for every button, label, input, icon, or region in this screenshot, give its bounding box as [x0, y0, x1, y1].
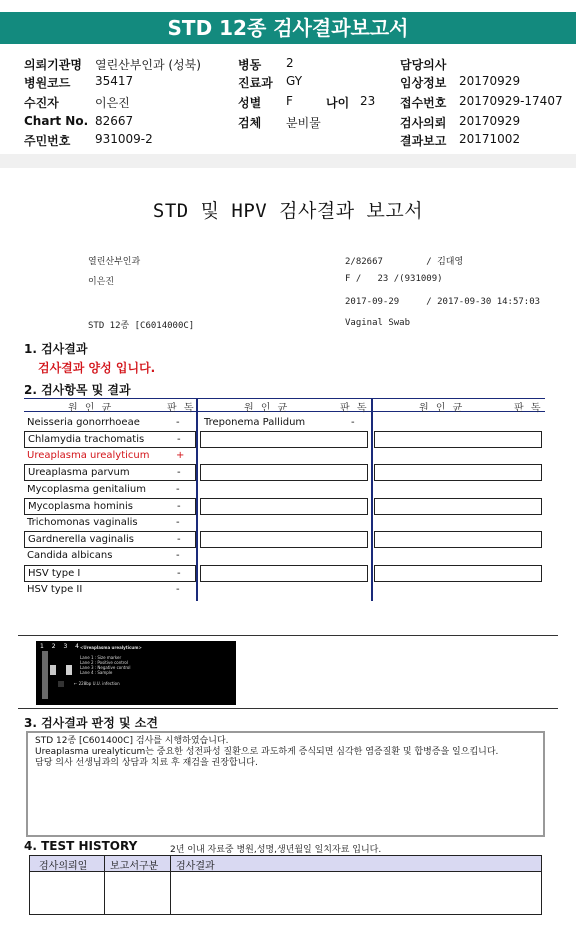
report-date-value: 20171002: [459, 132, 521, 146]
empty-result-box: [374, 565, 542, 582]
pathogen-row-positive: [24, 448, 196, 465]
clinical-value: 20170929: [459, 74, 521, 88]
section-3-title: 3. 검사결과 판정 및 소견: [24, 716, 158, 730]
section-4-title: 4. TEST HISTORY: [24, 839, 138, 853]
empty-result-box: [200, 464, 368, 481]
pathogen-name: Mycoplasma hominis: [28, 501, 133, 512]
gel-legend-3: Lane 3 : Negative control: [80, 665, 131, 670]
pathogen-result: -: [177, 501, 181, 512]
page-divider: [0, 154, 576, 168]
age-value: 23: [360, 94, 376, 108]
history-header-result: 검사결과: [176, 861, 215, 872]
gel-lane-3: [58, 681, 64, 687]
empty-result-box: [374, 431, 542, 448]
pathogen-result: -: [177, 568, 181, 579]
test-history-table: [29, 855, 542, 915]
pathogen-result: -: [176, 517, 180, 528]
doctor-label: 담당의사: [400, 58, 447, 72]
pathogen-name: Ureaplasma parvum: [28, 467, 130, 478]
grid-divider-2: [371, 398, 373, 601]
dept-label: 진료과: [238, 76, 273, 90]
pathogen-name: Ureaplasma urealyticum: [27, 450, 150, 461]
gel-lane-1: [42, 651, 48, 699]
history-note: 2년 이내 자료중 병원,성명,생년월일 일치자료 입니다.: [170, 845, 382, 855]
empty-result-box: [200, 565, 368, 582]
gel-legend-2: Lane 2 : Positive control: [80, 660, 128, 665]
history-header-request-date: 검사의뢰일: [39, 861, 88, 872]
pathogen-result: -: [177, 534, 181, 545]
pathogen-name: Gardnerella vaginalis: [28, 534, 134, 545]
pathogen-result: -: [176, 584, 180, 595]
clinical-label: 임상정보: [400, 76, 447, 90]
history-col-divider: [104, 856, 105, 914]
receipt-value: 20170929-17407: [459, 94, 563, 108]
receipt-label: 접수번호: [400, 96, 447, 110]
pathogen-name: Candida albicans: [27, 550, 113, 561]
pathogen-name: HSV type I: [28, 568, 81, 579]
empty-result-box: [200, 431, 368, 448]
report-date-label: 결과보고: [400, 134, 447, 148]
col2-pathogen-header: 원 인 균: [244, 403, 290, 414]
section-2-title: 2. 검사항목 및 결과: [24, 383, 131, 397]
report-title: STD 및 HPV 검사결과 보고서: [152, 200, 424, 222]
result-summary: 검사결과 양성 입니다.: [38, 361, 156, 375]
empty-result-box: [200, 498, 368, 515]
grid-divider-1: [196, 398, 198, 601]
pathogen-name: Neisseria gonorrhoeae: [27, 417, 140, 428]
gel-top-divider: [18, 635, 558, 636]
interpretation-box: [26, 731, 545, 837]
report-test: STD 12종 [C6014000C]: [88, 321, 195, 331]
pathogen-row: [24, 565, 196, 582]
gel-electrophoresis-image: [36, 641, 236, 705]
hospital-code-value: 35417: [95, 74, 134, 88]
col3-pathogen-header: 원 인 균: [419, 403, 465, 414]
institution-label: 의뢰기관명: [24, 58, 82, 72]
gel-lane-2-band: [50, 665, 56, 675]
pathogen-row: [24, 482, 196, 499]
request-value: 20170929: [459, 114, 521, 128]
specimen-label: 검체: [238, 116, 262, 130]
col1-judge-header: 판 독: [167, 403, 196, 414]
rrn-label: 주민번호: [24, 134, 71, 148]
examinee-label: 수진자: [24, 96, 59, 110]
pathogen-result: -: [176, 417, 180, 428]
pathogen-name: Chlamydia trachomatis: [28, 434, 145, 445]
age-label: 나이: [326, 96, 350, 110]
section-1-title: 1. 검사결과: [24, 342, 88, 356]
pathogen-result: -: [176, 550, 180, 561]
empty-result-box: [374, 531, 542, 548]
sex-value: F: [286, 94, 293, 108]
pathogen-row: [201, 415, 366, 432]
institution-value: 열린산부인과 (성북): [95, 58, 201, 72]
pathogen-row: [24, 464, 196, 481]
gel-bottom-divider: [18, 708, 558, 709]
report-dates: 2017-09-29 / 2017-09-30 14:57:03: [345, 297, 541, 307]
ward-value: 2: [286, 56, 294, 70]
request-label: 검사의뢰: [400, 116, 447, 130]
col1-pathogen-header: 원 인 균: [68, 403, 114, 414]
report-sex-age: F / 23 /(931009): [345, 274, 443, 284]
history-col-divider: [170, 856, 171, 914]
sex-label: 성별: [238, 96, 262, 110]
gel-legend-1: Lane 1 : Size marker: [80, 655, 122, 660]
interpretation-line: 담당 의사 선생님과의 상담과 치료 후 재검을 권장합니다.: [35, 758, 258, 768]
pathogen-row: [24, 431, 196, 448]
interpretation-line: STD 12종 [C601400C] 검사를 시행하였습니다.: [35, 736, 229, 746]
examinee-value: 이은진: [95, 96, 130, 110]
report-banner: STD 12종 검사결과보고서: [0, 12, 576, 44]
report-name: 이은진: [88, 277, 115, 287]
col3-judge-header: 판 독: [514, 403, 543, 414]
dept-value: GY: [286, 74, 303, 88]
pathogen-row: [24, 548, 196, 565]
pathogen-result: -: [177, 434, 181, 445]
pathogen-result: -: [177, 467, 181, 478]
report-institution: 열린산부인과: [88, 257, 141, 267]
gel-lane-numbers: 1 2 3 4: [40, 643, 82, 650]
pathogen-name: Trichomonas vaginalis: [27, 517, 138, 528]
pathogen-name: HSV type II: [27, 584, 83, 595]
patient-info: [0, 52, 576, 152]
pathogen-row: [24, 498, 196, 515]
pathogen-name: Treponema Pallidum: [204, 417, 306, 428]
empty-result-box: [374, 464, 542, 481]
pathogen-result: -: [351, 417, 355, 428]
pathogen-name: Mycoplasma genitalium: [27, 484, 146, 495]
pathogen-row: [24, 531, 196, 548]
rrn-value: 931009-2: [95, 132, 153, 146]
col2-judge-header: 판 독: [340, 403, 369, 414]
report-chart-doctor: 2/82667 / 김대영: [345, 257, 464, 267]
pathogen-grid: [24, 398, 545, 601]
hospital-code-label: 병원코드: [24, 76, 71, 90]
pathogen-row: [24, 582, 196, 599]
chart-value: 82667: [95, 114, 134, 128]
history-header-report-type: 보고서구분: [110, 861, 159, 872]
chart-label: Chart No.: [24, 114, 89, 128]
report-specimen: Vaginal Swab: [345, 318, 411, 328]
pathogen-row: [24, 415, 196, 432]
ward-label: 병동: [238, 58, 262, 72]
empty-result-box: [374, 498, 542, 515]
gel-caption: <Ureaplasma urealyticum>: [80, 645, 142, 650]
specimen-value: 분비물: [286, 116, 321, 130]
gel-legend-4: Lane 4 : Sample: [80, 670, 113, 675]
empty-result-box: [200, 531, 368, 548]
gel-band-note: ← 228bp U.U. infection: [74, 681, 120, 686]
history-header-row: [30, 856, 541, 872]
pathogen-row: [24, 515, 196, 532]
pathogen-result: +: [176, 450, 185, 461]
interpretation-line: Ureaplasma urealyticum는 중요한 성전파성 질환으로 과도하게 증식되면 심각한 염증질환 및 합병증을 일으킵니다.: [35, 747, 499, 757]
pathogen-result: -: [176, 484, 180, 495]
gel-lane-4-band: [66, 665, 72, 675]
